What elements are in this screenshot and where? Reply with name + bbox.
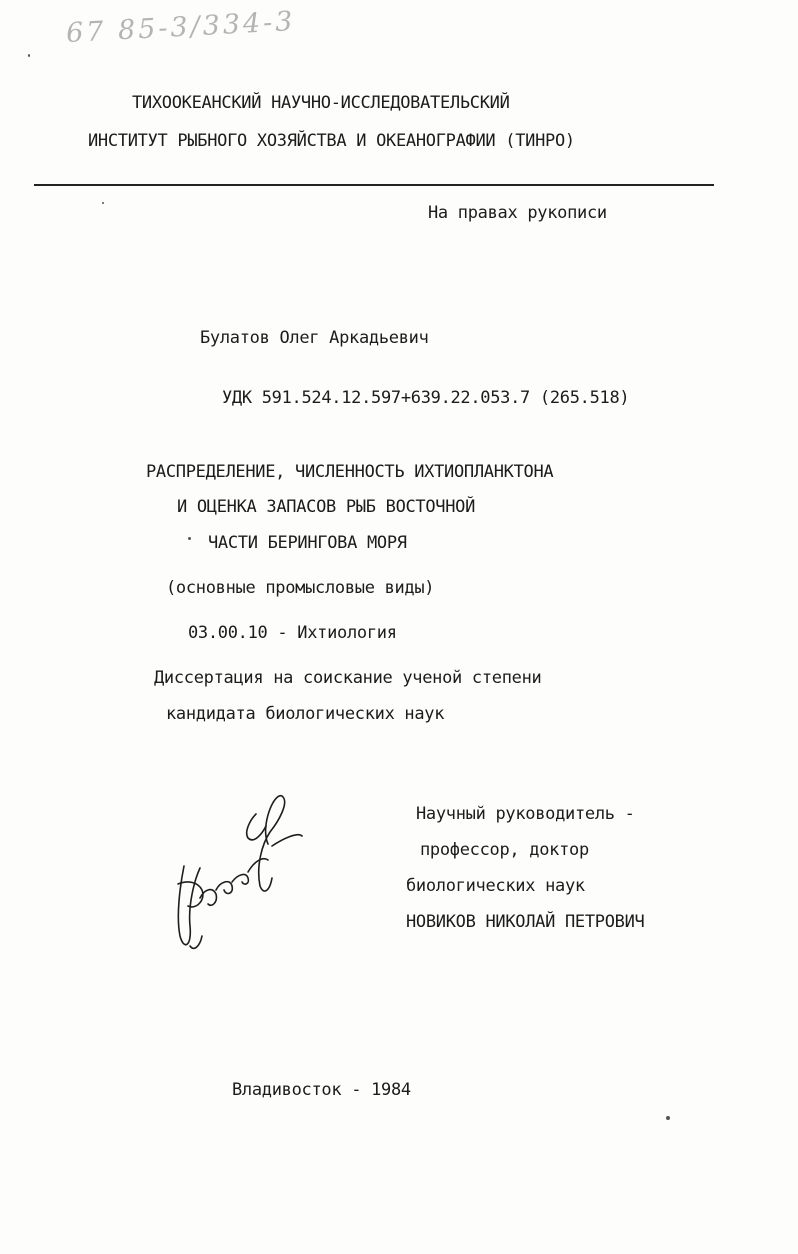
rights-note: На правах рукописи [428,203,607,223]
title-line-1: РАСПРЕДЕЛЕНИЕ, ЧИСЛЕННОСТЬ ИХТИОПЛАНКТОНА [146,462,554,482]
page-speck [102,202,104,204]
supervisor-line-1: Научный руководитель - [416,804,635,824]
handwritten-catalog-number: 67 85-3/334-3 [65,6,297,49]
page-speck [188,537,191,540]
title-line-2: И ОЦЕНКА ЗАПАСОВ РЫБ ВОСТОЧНОЙ [177,497,476,517]
institute-line-2: ИНСТИТУТ РЫБНОГО ХОЗЯЙСТВА И ОКЕАНОГРАФИИ (ТИНРО) [88,131,575,151]
title-line-3: ЧАСТИ БЕРИНГОВА МОРЯ [208,533,407,553]
title-subtitle: (основные промысловые виды) [166,578,435,598]
specialty: 03.00.10 - Ихтиология [188,623,397,643]
udk-code: УДК 591.524.12.597+639.22.053.7 (265.518) [222,388,630,408]
header-divider [34,184,714,186]
dissertation-line-1: Диссертация на соискание ученой степени [154,668,542,688]
footer-city-year: Владивосток - 1984 [232,1080,411,1100]
author-signature [160,786,320,956]
supervisor-line-3: биологических наук [406,876,585,896]
institute-line-1: ТИХООКЕАНСКИЙ НАУЧНО-ИССЛЕДОВАТЕЛЬСКИЙ [132,93,510,113]
page-speck [28,54,30,57]
page-speck [666,1116,670,1120]
dissertation-line-2: кандидата биологических наук [166,704,445,724]
supervisor-line-2: профессор, доктор [420,840,589,860]
author-name: Булатов Олег Аркадьевич [200,328,429,348]
supervisor-line-4: НОВИКОВ НИКОЛАЙ ПЕТРОВИЧ [406,912,645,932]
